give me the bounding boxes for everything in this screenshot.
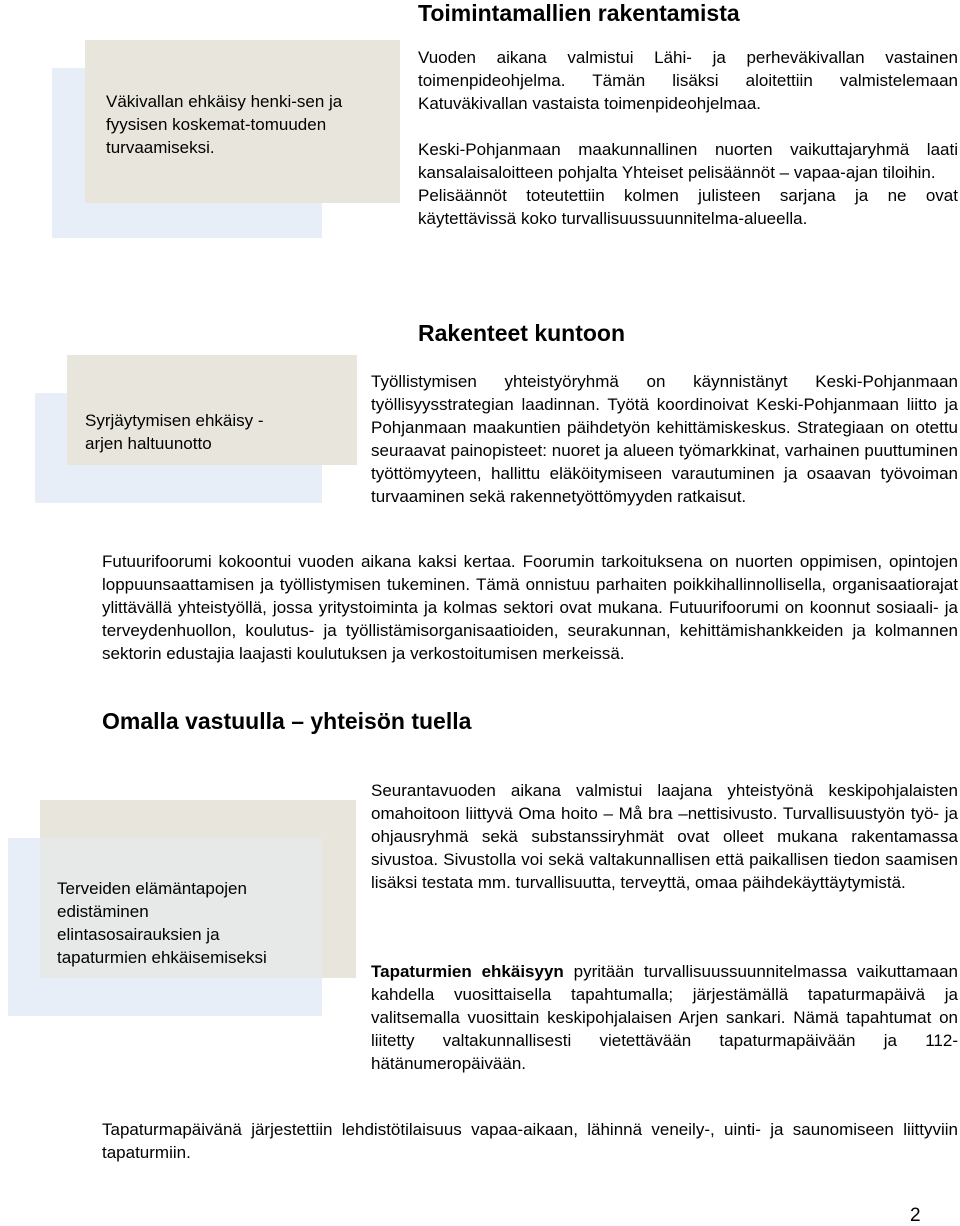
section3-paragraph-2-rest: pyritään turvallisuussuunnitelmassa vaikuttamaan kahdella vuosittaisella tapahtumalla; järjestämällä tapaturmapäivä ja valitsemalla vuosittain keskipohjalaisen Arjen sankari. Nämä tapahtumat on liitetty valtakunnallisesti vietettävään tapaturmapäivään ja 112- hätänumeropäivään. bbox=[371, 962, 958, 1073]
callout2-text: Syrjäytymisen ehkäisy - arjen haltuunotto bbox=[85, 411, 264, 453]
callout3-text: Terveiden elämäntapojen edistäminen elintasosairauksien ja tapaturmien ehkäisemiseksi bbox=[57, 879, 267, 967]
callout1-text: Väkivallan ehkäisy henki-sen ja fyysisen koskemat-tomuuden turvaamiseksi. bbox=[106, 92, 343, 157]
page-number: 2 bbox=[910, 1205, 921, 1226]
section3-paragraph-2 bbox=[371, 960, 958, 1075]
section1-paragraph-1: Vuoden aikana valmistui Lähi- ja perheväkivallan vastainen toimenpideohjelma. Tämän lisäksi aloitettiin valmistelemaan Katuväkivallan vastaista toimenpideohjelmaa. bbox=[418, 48, 958, 113]
section1-paragraph-3: Pelisäännöt toteutettiin kolmen julisteen sarjana ja ne ovat käytettävissä koko turvallisuussuunnitelma-alueella. bbox=[418, 186, 958, 228]
section1-body bbox=[418, 46, 958, 230]
section3-heading: Omalla vastuulla – yhteisön tuella bbox=[102, 708, 472, 734]
section3-paragraph-1: Seurantavuoden aikana valmistui laajana yhteistyönä keskipohjalaisten omahoitoon liittyvä Oma hoito – Må bra –nettisivusto. Turvallisuustyön työ- ja ohjausryhmä sekä substanssiryhmät ovat olleet mukana rakentamassa sivustoa. Sivustolla voi sekä valtakunnallisen että paikallisen tiedon saamisen lisäksi testata mm. turvallisuutta, terveyttä, omaa päihdekäyttäytymistä. bbox=[371, 781, 958, 892]
section2-full-paragraph: Futuurifoorumi kokoontui vuoden aikana kaksi kertaa. Foorumin tarkoituksena on nuorten oppimisen, opintojen loppuunsaattamisen ja työllistymisen tukeminen. Tämä onnistuu parhaiten poikkihallinnollisella, organisaatiorajat ylittävällä yhteistyöllä, jossa yritystoiminta ja kolmas sektori ovat mukana. Futuurifoorumi on koonnut sosiaali- ja terveydenhuollon, koulutus- ja työllistämisorganisaatioiden, seurakunnan, kehittämishankkeiden ja kolmannen sektorin edustajia laajasti koulutuksen ja verkostoitumisen merkeissä. bbox=[102, 552, 958, 663]
section2-heading: Rakenteet kuntoon bbox=[418, 320, 626, 346]
section3-paragraph-2-bold: Tapaturmien ehkäisyyn bbox=[371, 962, 564, 981]
section3-full-paragraph: Tapaturmapäivänä järjestettiin lehdistötilaisuus vapaa-aikaan, lähinnä veneily-, uinti- ja saunomiseen liittyviin tapaturmiin. bbox=[102, 1120, 958, 1162]
section2-paragraph: Työllistymisen yhteistyöryhmä on käynnistänyt Keski-Pohjanmaan työllisyysstrategian laadinnan. Työtä koordinoivat Keski-Pohjanmaan liitto ja Pohjanmaan maakuntien päihdetyön kehittämiskeskus. Strategiaan on otettu seuraavat painopisteet: nuoret ja alueen työmarkkinat, varhainen puuttuminen työttömyyteen, hallittu eläköitymiseen varautuminen ja osaavan työvoiman turvaaminen sekä rakennetyöttömyyden ratkaisut. bbox=[371, 372, 958, 506]
section1-paragraph-2: Keski-Pohjanmaan maakunnallinen nuorten vaikuttajaryhmä laati kansalaisaloitteen pohjalta Yhteiset pelisäännöt – vapaa-ajan tiloihin. bbox=[418, 140, 958, 182]
section1-heading: Toimintamallien rakentamista bbox=[418, 0, 740, 26]
